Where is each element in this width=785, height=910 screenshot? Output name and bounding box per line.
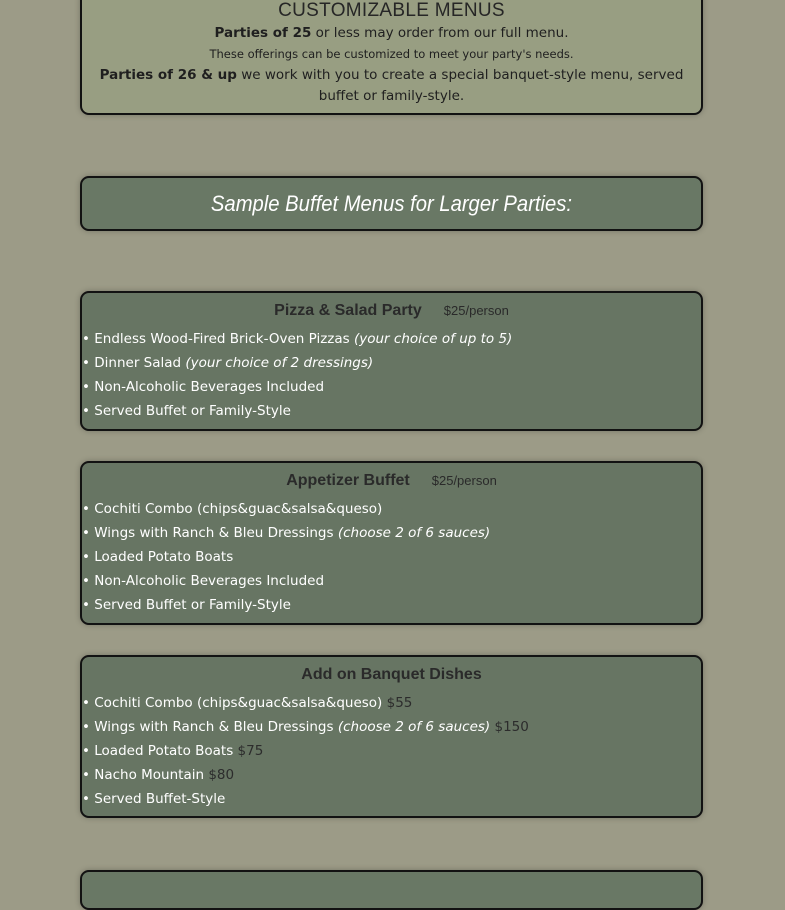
intro-line1-bold: Parties of 25 xyxy=(214,25,312,41)
sample-buffet-heading: Sample Buffet Menus for Larger Parties: xyxy=(210,191,573,216)
menu-item-list xyxy=(82,691,701,811)
menu-item: • Wings with Ranch & Bleu Dressings (choose 2 of 6 sauces) $150 xyxy=(82,719,529,735)
menu-card-addon-banquet xyxy=(80,655,703,818)
addon-price: $55 xyxy=(386,695,413,711)
customizable-menus-panel xyxy=(80,0,703,115)
menu-card-pizza-salad xyxy=(80,291,703,431)
menu-item: • Nacho Mountain $80 xyxy=(82,767,235,783)
menu-item: • Non-Alcoholic Beverages Included xyxy=(82,573,325,589)
addon-price: $75 xyxy=(237,743,264,759)
menu-item: • Non-Alcoholic Beverages Included xyxy=(82,379,325,395)
menu-item: • Served Buffet or Family-Style xyxy=(82,403,291,419)
menu-title: Appetizer Buffet xyxy=(286,472,410,489)
intro-line-small-parties xyxy=(82,23,701,43)
addon-price: $150 xyxy=(490,719,529,735)
intro-line-large-parties xyxy=(82,65,701,107)
menu-header xyxy=(82,298,701,322)
addon-price: $80 xyxy=(208,767,235,783)
menu-item-list xyxy=(82,327,701,423)
intro-line3-bold: Parties of 26 & up xyxy=(99,67,237,83)
intro-line1-rest: or less may order from our full menu. xyxy=(311,25,569,41)
menu-item: • Loaded Potato Boats $75 xyxy=(82,743,264,759)
menu-card-appetizer-buffet xyxy=(80,461,703,625)
next-section-panel xyxy=(80,870,703,910)
menu-item: • Loaded Potato Boats xyxy=(82,549,234,565)
menu-item: • Cochiti Combo (chips&guac&salsa&queso) xyxy=(82,501,383,517)
menu-price: $25/person xyxy=(431,473,497,488)
menu-item: • Wings with Ranch & Bleu Dressings (choose 2 of 6 sauces) xyxy=(82,525,491,541)
menu-header xyxy=(82,662,701,686)
menu-price: $25/person xyxy=(443,303,509,318)
menu-item-list xyxy=(82,497,701,617)
menu-item: • Endless Wood-Fired Brick-Oven Pizzas (your choice of up to 5) xyxy=(82,331,513,347)
intro-title: CUSTOMIZABLE MENUS xyxy=(278,0,505,21)
menu-item: • Cochiti Combo (chips&guac&salsa&queso) $55 xyxy=(82,695,413,711)
menu-item: • Served Buffet-Style xyxy=(82,791,226,807)
menu-title: Pizza & Salad Party xyxy=(274,302,422,319)
menu-item: • Dinner Salad (your choice of 2 dressings) xyxy=(82,355,374,371)
intro-line3-rest: we work with you to create a special banquet-style menu, served buffet or family-style. xyxy=(236,67,684,104)
intro-customize-note: These offerings can be customized to meet your party's needs. xyxy=(209,47,574,61)
menu-header xyxy=(82,468,701,492)
sample-buffet-heading-panel xyxy=(80,176,703,231)
menu-item: • Served Buffet or Family-Style xyxy=(82,597,291,613)
menu-title: Add on Banquet Dishes xyxy=(301,666,482,683)
